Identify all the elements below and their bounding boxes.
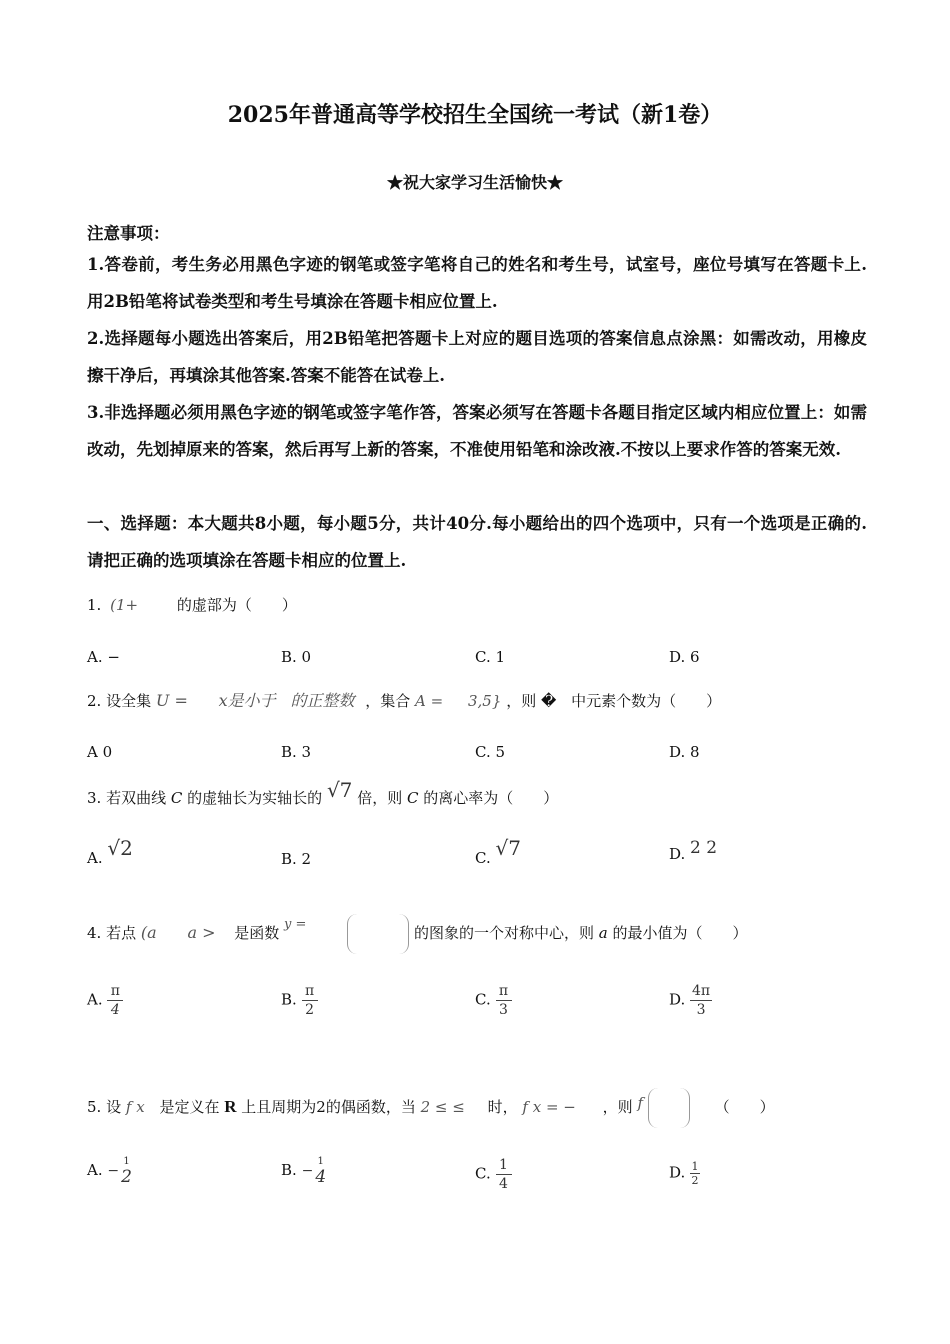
q5-text-4: 时， [487, 1098, 518, 1116]
q3-sqrt: √7 [326, 778, 353, 802]
q3-option-d-label: D. [669, 845, 686, 863]
q4-math-y: y = [284, 917, 307, 932]
q4-option-a-frac: $\frac{\pi}{4}$ [107, 982, 123, 1019]
q4-option-d-frac: $\frac{4\pi}{3}$ [691, 983, 711, 1018]
q1-text: 的虚部为（ ） [176, 596, 297, 614]
q5-text-3: 上且周期为2的偶函数，当 [241, 1098, 416, 1116]
q2-option-c[interactable]: C. 5 [475, 743, 506, 761]
page-title: 2025年普通高等学校招生全国统一考试（新1卷） [227, 102, 723, 128]
q3-option-a-math: √2 [107, 836, 133, 860]
q4-var-a: a [598, 924, 608, 942]
q5-option-c-frac: $\frac{1}{4}$ [496, 1156, 512, 1193]
q4-text-3: 的图象的一个对称中心，则 [413, 924, 594, 942]
section-heading: 一、选择题：本大题共8小题，每小题5分，共计40分.每小题给出的四个选项中，只有一个选项是正确的.请把正确的选项填涂在答题卡相应的位置上. [87, 514, 867, 570]
q3-option-c[interactable] [475, 836, 521, 868]
q4-option-c-frac: $\frac{\pi}{3}$ [496, 982, 512, 1019]
q2-math-u: U = [155, 691, 188, 710]
q5-math-f: f [637, 1094, 644, 1112]
q5-option-b-label: B. [281, 1161, 297, 1179]
q4-text-1: 4. 若点 [87, 924, 137, 942]
q3-option-a[interactable] [87, 836, 133, 868]
q5-option-a-frac: − 1 2 [107, 1156, 132, 1187]
question-4 [87, 914, 748, 954]
q4-option-a[interactable] [87, 982, 123, 1019]
q1-option-b[interactable]: B. 0 [281, 648, 312, 666]
q5-math-interval: 2 ≤ ≤ [420, 1098, 465, 1116]
q5-text-1: 5. 设 [87, 1098, 122, 1116]
q2-option-d[interactable]: D. 8 [669, 743, 700, 761]
q1-option-a[interactable]: A. − [87, 648, 120, 666]
q3-text-3: 倍，则 [357, 789, 403, 807]
q2-math-a: A = [415, 692, 444, 710]
q4-option-a-label: A. [87, 990, 103, 1009]
q2-glyph: � [540, 692, 557, 710]
q3-var-c1: C [170, 789, 183, 807]
q5-option-c[interactable] [475, 1156, 512, 1193]
page-subtitle: ★祝大家学习生活愉快★ [386, 173, 563, 192]
notes-heading: 注意事项： [87, 224, 170, 243]
q4-math-paren [347, 914, 409, 954]
q5-option-d-frac: $\frac{1}{2}$ [691, 1160, 699, 1187]
q1-number: 1. [87, 596, 102, 614]
q4-text-2: 是函数 [234, 924, 280, 942]
q2-math-set-end: 的正整数 [290, 691, 355, 710]
q4-math-cond: a > [187, 923, 216, 942]
q5-option-d-label: D. [669, 1163, 686, 1182]
q5-set-r: R [224, 1097, 237, 1116]
q2-number: 2. 设全集 [87, 692, 152, 710]
q5-text-5: ，则 [602, 1098, 633, 1116]
note-3: 3.非选择题必须用黑色字迹的钢笔或签字笔作答，答案必须写在答题卡各题目指定区域内相应位置上：如需改动，先划掉原来的答案，然后再写上新的答案，不准使用铅笔和涂改液.不按以上要求作答的答案无效. [87, 403, 867, 459]
q5-option-a[interactable] [87, 1156, 132, 1186]
note-2: 2.选择题每小题选出答案后，用2B铅笔把答题卡上对应的题目选项的答案信息点涂黑：如需改动，用橡皮擦干净后，再填涂其他答案.答案不能答在试卷上. [87, 329, 867, 385]
q3-text-2: 的虚轴长为实轴长的 [187, 789, 323, 807]
question-5 [87, 1088, 775, 1128]
q5-option-a-label: A. [87, 1161, 103, 1179]
q5-option-d[interactable] [669, 1160, 700, 1187]
q4-option-b-label: B. [281, 990, 297, 1009]
q3-option-c-math: √7 [495, 836, 521, 860]
q1-option-d[interactable]: D. 6 [669, 648, 700, 666]
q4-text-4: 的最小值为（ ） [612, 924, 748, 942]
q2-option-a[interactable]: A 0 [87, 743, 113, 761]
q5-option-b-frac: − 1 4 [301, 1156, 327, 1187]
q3-text-1: 3. 若双曲线 [87, 789, 167, 807]
q4-option-b-frac: $\frac{\pi}{2}$ [302, 982, 318, 1019]
question-2 [87, 688, 721, 711]
q3-text-4: 的离心率为（ ） [423, 789, 559, 807]
q5-text-6: （ ） [714, 1098, 775, 1116]
q4-option-c[interactable] [475, 982, 512, 1019]
q2-text-3: 中元素个数为（ ） [571, 692, 722, 710]
q5-option-c-label: C. [475, 1164, 491, 1183]
question-3 [87, 778, 559, 808]
q3-var-c2: C [406, 789, 419, 807]
q5-math-paren [648, 1088, 690, 1128]
q3-option-d-math: 2 2 [690, 838, 718, 858]
q5-option-b[interactable] [281, 1156, 326, 1186]
q4-option-d[interactable] [669, 982, 712, 1019]
q3-option-a-label: A. [87, 849, 103, 867]
q3-option-b[interactable]: B. 2 [281, 850, 312, 868]
q5-math-expr: f x = − [522, 1098, 576, 1116]
q4-option-c-label: C. [475, 990, 491, 1009]
q2-text-1: ，集合 [365, 692, 411, 710]
q2-math-a-set: 3,5} [468, 692, 502, 710]
q4-option-d-label: D. [669, 990, 686, 1009]
q4-math-point: (a [140, 923, 157, 942]
q1-math: (1+ [110, 596, 139, 614]
question-1 [87, 594, 297, 615]
q1-option-c[interactable]: C. 1 [475, 648, 506, 666]
q5-math-fx: f x [125, 1098, 145, 1116]
q3-option-c-label: C. [475, 849, 491, 867]
note-1: 1.答卷前，考生务必用黑色字迹的钢笔或签字笔将自己的姓名和考生号，试室号，座位号填写在答题卡上.用2B铅笔将试卷类型和考生号填涂在答题卡相应位置上. [87, 255, 867, 311]
q2-math-set: x是小于 [218, 691, 276, 710]
q2-text-2: ，则 [506, 692, 537, 710]
q2-option-b[interactable]: B. 3 [281, 743, 312, 761]
q4-option-b[interactable] [281, 982, 318, 1019]
q5-text-2: 是定义在 [159, 1098, 220, 1116]
q3-option-d[interactable] [669, 838, 718, 864]
